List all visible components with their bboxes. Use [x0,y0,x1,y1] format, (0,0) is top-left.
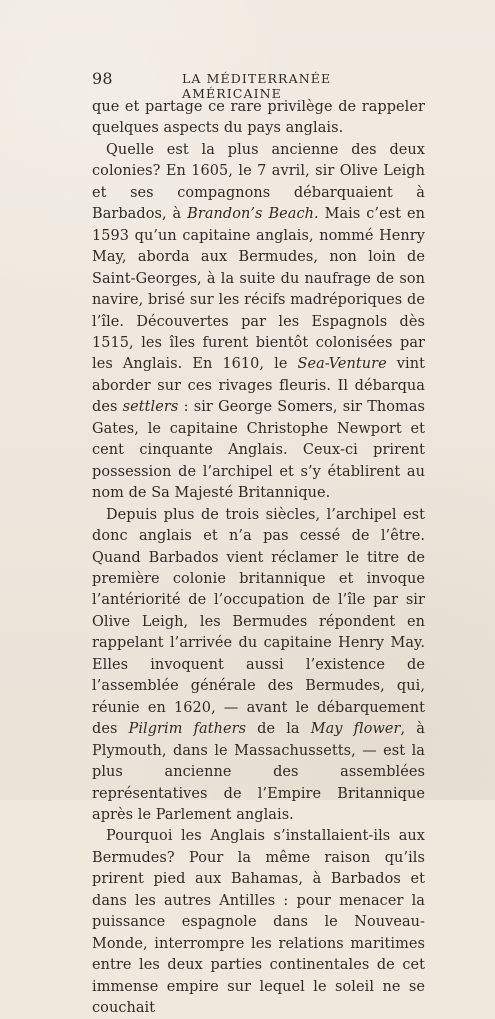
page-number: 98 [92,69,113,88]
paragraph-3-text: de la [246,721,311,738]
paragraph-2-text: Quelle est la plus ancienne des deux colonies? En 1605, le 7 avril, sir Olive Leigh et ses compagnons débarquaient à Barbados, à [92,141,425,223]
page-text [92,97,425,1019]
paragraph-3-text: , à Plymouth, dans le Massachussetts, — est la plus ancienne des assemblées représentatives de l’Empire Britannique après le Parlement anglais. [92,721,425,823]
paragraph-4: Pourquoi les Anglais s’installaient-ils aux Bermudes? Pour la même raison qu’ils prirent pied aux Bahamas, à Barbados et dans les autres Antilles : pour menacer la puissance espagnole dans le Nouveau-Monde, interrompre les relations maritimes entre les deux parties continentales de cet immense empire sur lequel le soleil ne se couchait [92,828,425,1017]
paragraph-2-text: Mais c’est en 1593 qu’un capitaine anglais, nommé Henry May, aborda aux Bermudes, non loin de Saint-Georges, à la suite du naufrage de son navire, brisé sur les récifs madréporiques de l’île. Découvertes par les Espagnols dès 1515, les îles furent bientôt colonisées par les Anglais. En 1610, le [92,206,425,373]
paragraph-3-text: Depuis plus de trois siècles, l’archipel est donc anglais et n’a pas cessé de l’être. Quand Barbados vient réclamer le titre de première colonie britannique et invoque l’antériorité de l’occupation de l’île par sir Olive Leigh, les Bermudes répondent en rappelant l’arrivée du capitaine Henry May. Elles invoquent aussi l’existence de l’assemblée générale des Bermudes, qui, réunie en 1620, — avant le débarquement des [92,506,425,738]
paragraph-2-text: : sir George Somers, sir Thomas Gates, le capitaine Christophe Newport et cent cinquante Anglais. Ceux-ci prirent possession de l’archipel et s’y établirent au nom de Sa Majesté Britannique. [92,399,425,502]
settlers-word: settlers [122,399,179,416]
paragraph-1: que et partage ce rare privilège de rappeler quelques aspects du pays anglais. [92,99,425,137]
paragraph-3 [92,505,425,827]
running-head: LA MÉDITERRANÉE AMÉRICAINE [182,71,332,101]
sea-venture-phrase: Sea-Venture [297,356,387,373]
paragraph-2 [92,140,425,505]
page-header [92,69,435,101]
pilgrim-fathers-phrase: Pilgrim fathers [128,721,247,738]
may-flower-phrase: May flower [310,721,401,738]
paragraph-2-text: vint aborder sur ces rivages fleuris. Il débarqua des [92,356,425,416]
brandons-beach-phrase: Brandon’s Beach. [187,206,319,223]
